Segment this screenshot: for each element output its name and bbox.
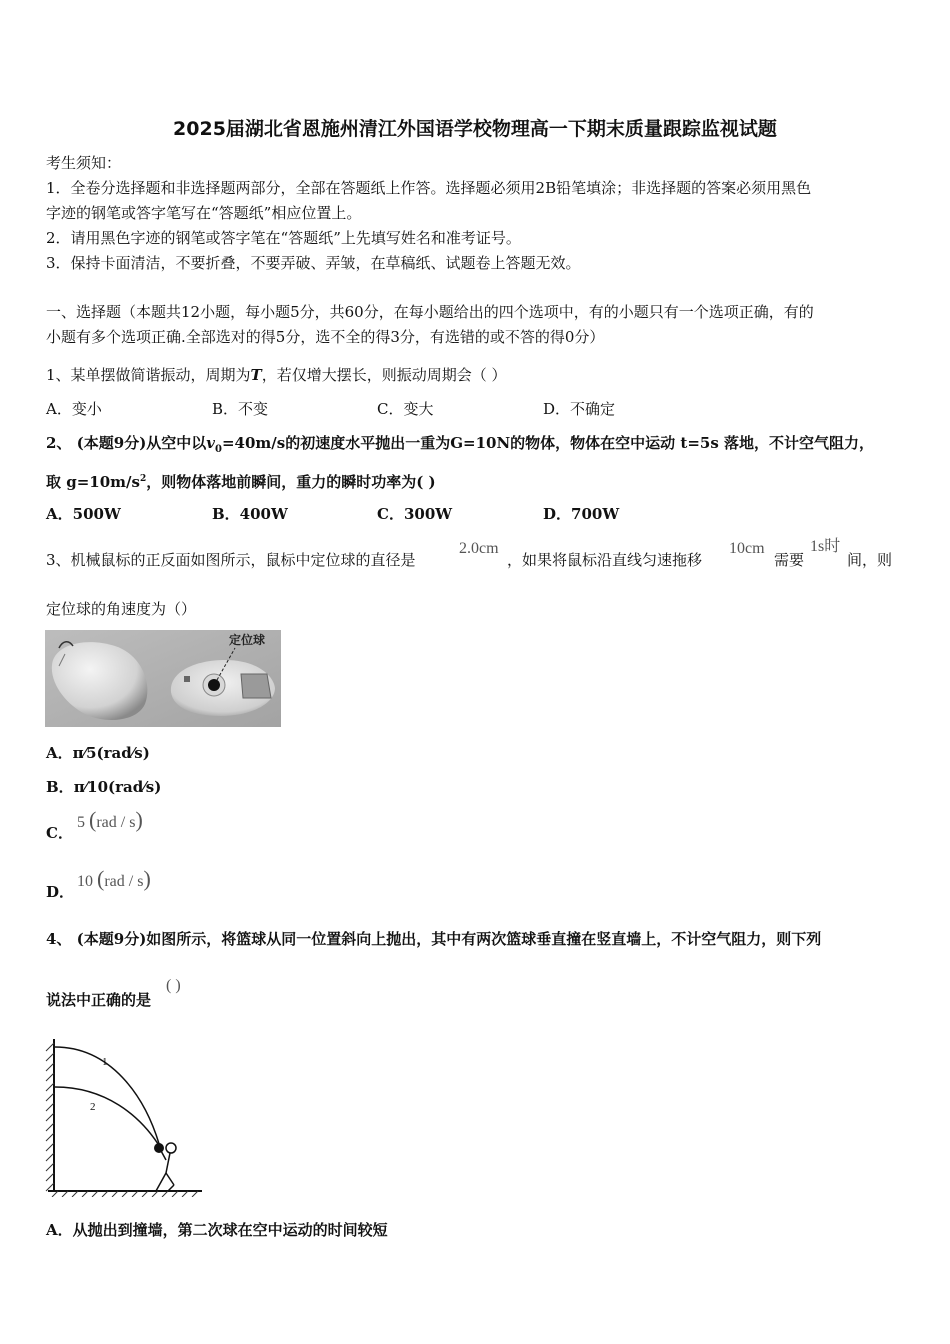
question-2-line2 xyxy=(46,469,436,492)
q3-time-value: 1s时 xyxy=(810,538,841,555)
q4-option-a[interactable]: A．从抛出到撞墙，第二次球在空中运动的时间较短 xyxy=(46,1221,388,1239)
trajectory-1-label: 1 xyxy=(102,1056,108,1068)
q2-option-b[interactable]: B．400W xyxy=(212,505,288,523)
q2-line2-part-b: ，则物体落地前瞬间，重力的瞬时功率为( ) xyxy=(146,473,436,491)
q3-option-c-unit: rad / s xyxy=(96,814,136,831)
section-heading-line1: 一、选择题（本题共12小题，每小题5分，共60分，在每小题给出的四个选项中，有的小题只有一个选项正确，有的 xyxy=(46,303,814,321)
basketball xyxy=(154,1143,164,1153)
q3-option-d-unit: rad / s xyxy=(104,873,144,890)
q2-line1-part-a: 2、 (本题9分)从空中以 xyxy=(46,434,207,452)
trajectory-2-label: 2 xyxy=(90,1101,96,1113)
q1-option-b[interactable]: B．不变 xyxy=(212,400,269,418)
q3-option-d-math[interactable]: 10 (rad / s) xyxy=(77,866,151,891)
q3-option-d-label: D． xyxy=(46,883,75,901)
q3-option-d[interactable] xyxy=(46,882,74,902)
question-4-line2: 说法中正确的是 xyxy=(46,991,152,1009)
tracking-ball xyxy=(208,679,220,691)
q2-option-c[interactable]: C．300W xyxy=(377,505,453,523)
q1-stem-part-a: 1、某单摆做简谐振动，周期为 xyxy=(46,366,251,384)
q2-option-a[interactable]: A．500W xyxy=(46,505,121,523)
q2-line2-superscript: 2 xyxy=(139,474,147,484)
q3-option-c-math[interactable]: 5 (rad / s) xyxy=(77,807,143,832)
notice-item-1: 1．全卷分选择题和非选择题两部分，全部在答题纸上作答。选择题必须用2B铅笔填涂；非选择题的答案必须用黑色 xyxy=(46,179,812,197)
q2-option-d[interactable]: D．700W xyxy=(543,505,620,523)
question-2-line1 xyxy=(46,433,874,460)
question-4-line1: 4、 (本题9分)如图所示，将篮球从同一位置斜向上抛出，其中有两次篮球垂直撞在竖直墙上，不计空气阻力，则下列 xyxy=(46,930,822,948)
q3-option-c[interactable] xyxy=(46,823,73,843)
q1-stem-part-b: ，若仅增大摆长，则振动周期会（ ） xyxy=(261,366,507,384)
tracking-ball-label: 定位球 xyxy=(229,633,266,647)
q3-option-b-text: π⁄10(rad⁄s) xyxy=(73,778,162,796)
q2-v0-subscript: 0 xyxy=(215,444,222,455)
q4-answer-bracket: ( ) xyxy=(166,977,181,994)
notice-item-1-cont: 字迹的钢笔或答字笔写在“答题纸”相应位置上。 xyxy=(46,204,362,222)
trajectory-1 xyxy=(55,1047,160,1147)
q3-part-1: 3、机械鼠标的正反面如图所示，鼠标中定位球的直径是 xyxy=(46,551,416,569)
q2-line2-part-a: 取 g=10m/s xyxy=(46,473,140,491)
basketball-figure xyxy=(40,1035,210,1197)
q1-option-d[interactable]: D．不确定 xyxy=(543,400,616,418)
q3-option-b[interactable] xyxy=(46,777,161,797)
q3-part-3: 需要 xyxy=(774,551,805,569)
question-1-stem xyxy=(46,365,507,385)
q2-v0-symbol: v xyxy=(206,434,216,452)
q2-line1-part-b: =40m/s的初速度水平抛出一重为G=10N的物体，物体在空中运动 t=5s 落地，不计空气阻力， xyxy=(221,434,875,452)
q3-option-a-label: A． xyxy=(46,744,73,762)
section-heading-line2: 小题有多个选项正确.全部选对的得5分，选不全的得3分，有选错的或不答的得0分） xyxy=(46,328,605,346)
q3-diameter-value: 2.0cm xyxy=(459,540,499,557)
q3-line-2: 定位球的角速度为（） xyxy=(46,600,197,618)
q3-part-2: ，如果将鼠标沿直线匀速拖移 xyxy=(507,551,703,569)
q3-distance-value: 10cm xyxy=(729,540,765,557)
mouse-figure xyxy=(45,630,281,727)
q1-option-c[interactable]: C．变大 xyxy=(377,400,434,418)
q3-option-c-label: C． xyxy=(46,824,73,842)
q3-part-4: 间，则 xyxy=(847,551,893,569)
notice-item-3: 3．保持卡面清洁，不要折叠，不要弄破、弄皱，在草稿纸、试题卷上答题无效。 xyxy=(46,254,581,272)
notice-heading: 考生须知： xyxy=(46,154,122,172)
q1-period-symbol: T xyxy=(250,366,262,384)
page-title: 2025届湖北省恩施州清江外国语学校物理高一下期末质量跟踪监视试题 xyxy=(173,118,777,140)
q1-option-a[interactable]: A．变小 xyxy=(46,400,102,418)
wall-hatching xyxy=(46,1043,54,1191)
q3-option-c-value: 5 xyxy=(77,814,85,831)
q3-option-b-label: B． xyxy=(46,778,74,796)
basketball-diagram xyxy=(40,1035,210,1197)
mouse-photo xyxy=(45,630,281,727)
q3-option-a[interactable] xyxy=(46,743,150,763)
notice-item-2: 2．请用黑色字迹的钢笔或答字笔在“答题纸”上先填写姓名和准考证号。 xyxy=(46,229,521,247)
q3-option-a-text: π⁄5(rad⁄s) xyxy=(72,744,150,762)
q3-option-d-value: 10 xyxy=(77,873,93,890)
trajectory-2 xyxy=(55,1087,160,1147)
